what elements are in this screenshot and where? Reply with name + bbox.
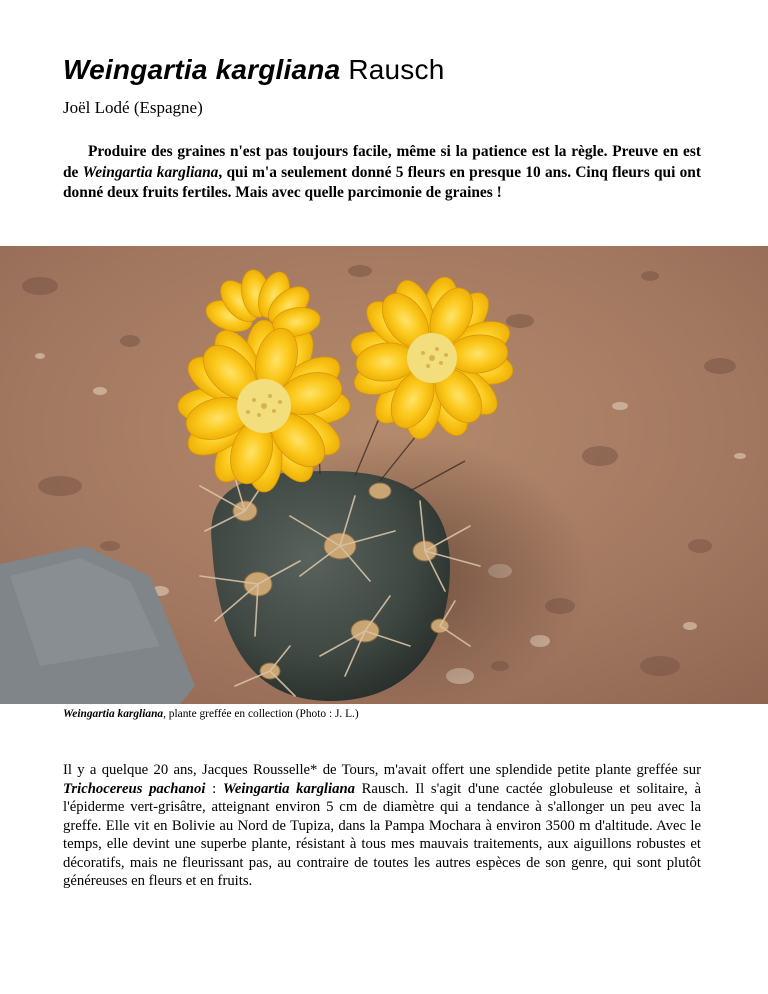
- abstract-part-1: Produire des graines n'est pas toujours facile, même si la patience est la règle. Preuve en est de: [63, 143, 701, 181]
- body-seg-3: Rausch. Il s'agit d'une cactée globuleuse et solitaire, à l'épiderme vert-grisâtre, atteignant environ 5 cm de diamètre qui a tendance à s'allonger un peu avec la greffe. Elle vit en Bolivie au Nord de Tupiza, dans la Pampa Mochara à environ 3500 m d'altitude. Avec le temps, elle devint une superbe plante, résistant à tous mes mauvais traitements, aux aiguillons robustes et décoratifs, mais ne fleurissant pas, au contraire de toutes les autres espèces de son genre, qui sont plutôt généreuses en fleurs et en fruits.: [63, 780, 701, 889]
- caption-text: , plante greffée en collection (Photo : J. L.): [163, 708, 359, 720]
- body-stock-name: Trichocereus pachanoi: [63, 780, 206, 797]
- body-species-name: Weingartia kargliana: [222, 780, 355, 797]
- article-title: [63, 54, 444, 86]
- caption-species: Weingartia kargliana: [63, 708, 164, 720]
- body-seg-1: Il y a quelque 20 ans, Jacques Rousselle* de Tours, m'avait offert une splendide petite plante greffée sur: [63, 762, 701, 778]
- body-seg-2: :: [205, 780, 223, 797]
- photo-caption: [63, 708, 359, 720]
- cactus-photo: [0, 246, 768, 704]
- author-line: Joël Lodé (Espagne): [63, 98, 203, 117]
- abstract-species: Weingartia kargliana: [82, 163, 219, 181]
- abstract-paragraph: [63, 142, 701, 204]
- title-author: Rausch: [348, 54, 445, 85]
- title-species: Weingartia kargliana: [63, 54, 341, 85]
- body-paragraph: [63, 761, 701, 891]
- abstract-part-2: , qui m'a seulement donné 5 fleurs en presque 10 ans. Cinq fleurs qui ont donné deux fruits fertiles. Mais avec quelle parcimonie de graines !: [63, 163, 701, 201]
